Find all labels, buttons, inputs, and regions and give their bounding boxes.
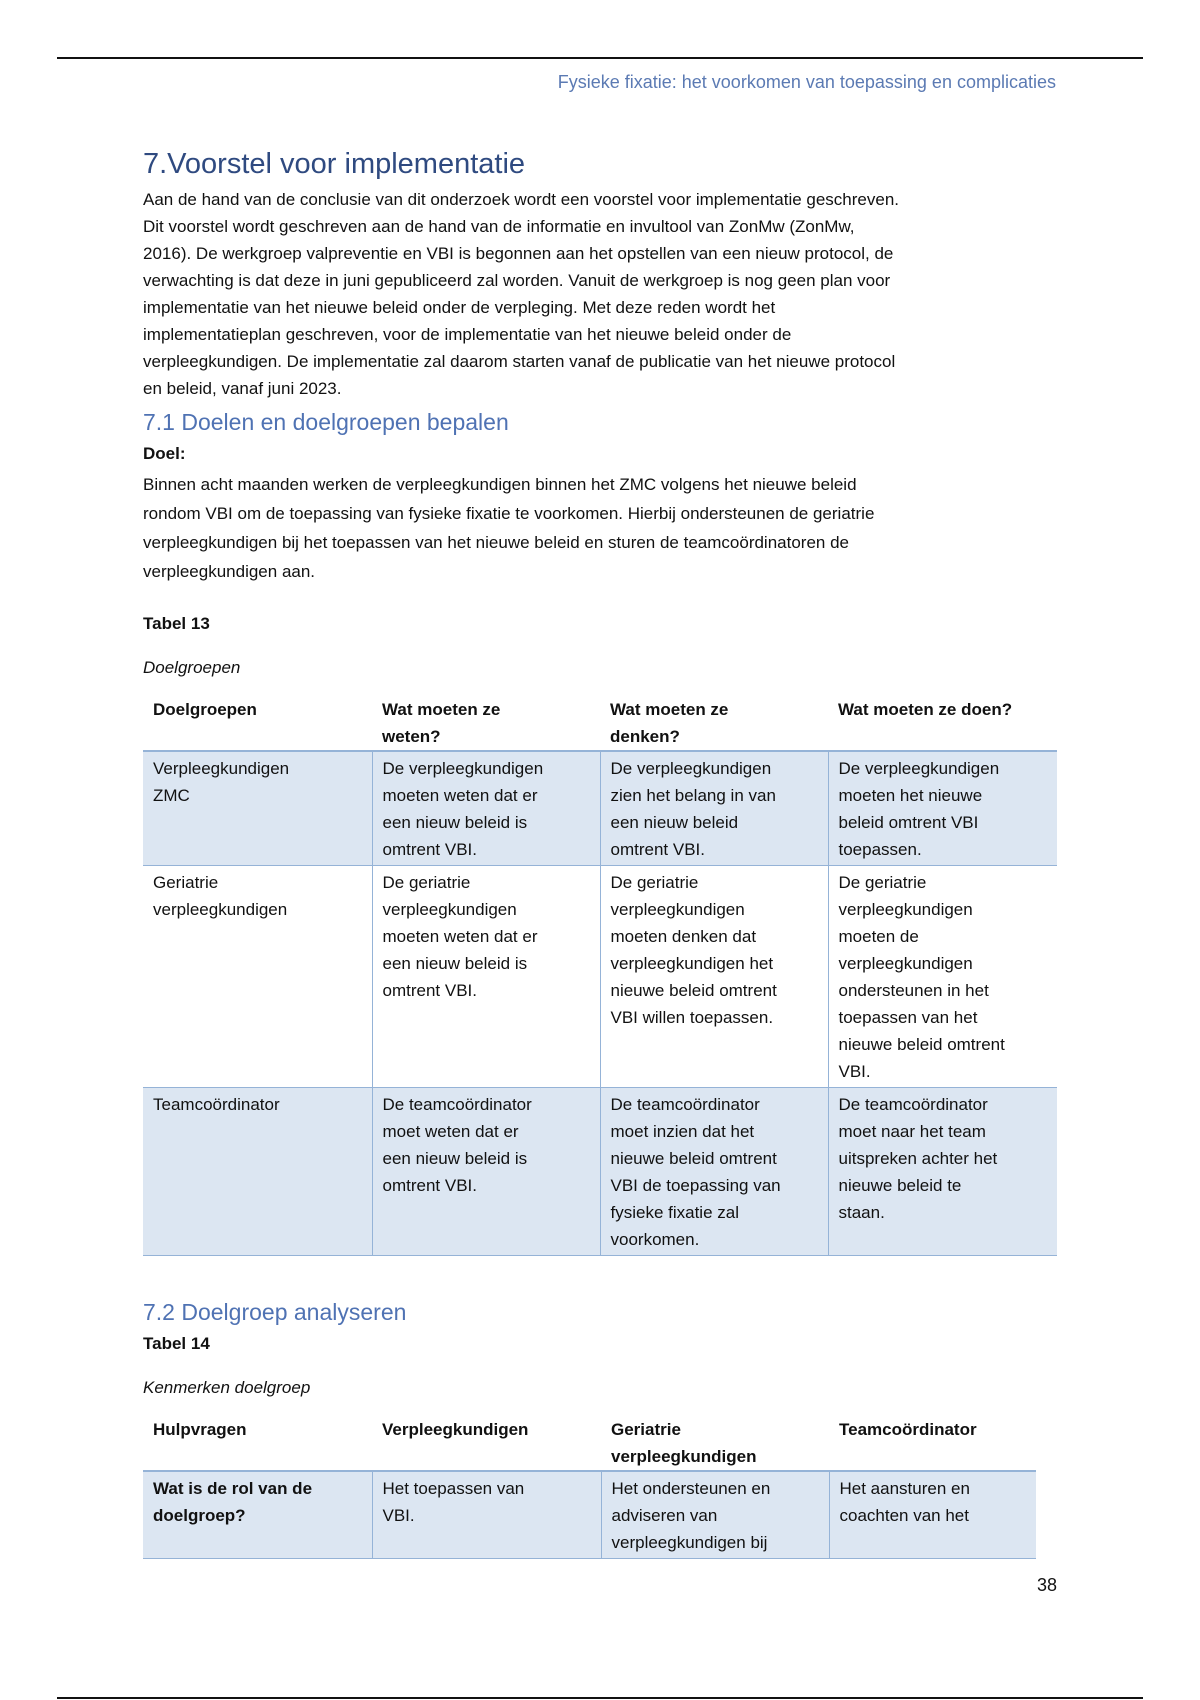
cell-line: De verpleegkundigen [610, 759, 772, 778]
section-title-7-1: 7.1 Doelen en doelgroepen bepalen [143, 409, 509, 435]
header-rule [57, 57, 1143, 59]
cell-line: staan. [838, 1203, 885, 1222]
column-header [143, 1414, 372, 1471]
table-cell [143, 866, 372, 1088]
cell-line: weten? [382, 727, 441, 746]
cell-line: verpleegkundigen het [610, 954, 774, 973]
cell-line: fysieke fixatie zal [610, 1203, 739, 1222]
cell-line: verpleegkundigen [382, 900, 517, 919]
doel-label: Doel: [143, 444, 186, 463]
cell-line: Wat is de rol van de [153, 1479, 313, 1498]
cell-line: omtrent VBI. [382, 840, 477, 859]
chapter-title: 7.Voorstel voor implementatie [143, 148, 526, 180]
table-cell [372, 1088, 600, 1256]
cell-line: Wat moeten ze [382, 700, 501, 719]
table-row [143, 1471, 1036, 1559]
table-cell [600, 751, 828, 866]
column-header [372, 694, 600, 751]
text-line: verpleegkundigen aan. [143, 562, 316, 581]
cell-line: verpleegkundigen [838, 954, 973, 973]
cell-line: moeten denken dat [610, 927, 757, 946]
cell-line: een nieuw beleid [610, 813, 739, 832]
text-line: implementatie van het nieuwe beleid onder de verpleging. Met deze reden wordt het [143, 298, 776, 317]
cell-line: verpleegkundigen [611, 1447, 757, 1466]
footer-rule [57, 1697, 1143, 1699]
cell-line: nieuwe beleid te [838, 1176, 962, 1195]
column-header [829, 1414, 1036, 1471]
cell-line: moet weten dat er [382, 1122, 519, 1141]
text-line: Dit voorstel wordt geschreven aan de hand van de informatie en invultool van ZonMw (ZonMw, [143, 217, 855, 236]
cell-line: verpleegkundigen [610, 900, 745, 919]
cell-line: toepassen. [838, 840, 922, 859]
cell-line: nieuwe beleid omtrent [610, 1149, 777, 1168]
doel-paragraph [143, 470, 1058, 586]
cell-line: Wat moeten ze doen? [838, 700, 1013, 719]
cell-line: toepassen van het [838, 1008, 978, 1027]
cell-line: VBI. [838, 1062, 871, 1081]
table-14-label: Tabel 14 [143, 1334, 210, 1353]
cell-line: De teamcoördinator [610, 1095, 760, 1114]
cell-line: moet naar het team [838, 1122, 986, 1141]
column-header [372, 1414, 601, 1471]
cell-line: verpleegkundigen [153, 900, 288, 919]
table-cell [143, 1471, 372, 1559]
cell-line: Het aansturen en [839, 1479, 970, 1498]
cell-line: Wat moeten ze [610, 700, 729, 719]
cell-line: een nieuw beleid is [382, 954, 528, 973]
table-cell [828, 1088, 1057, 1256]
table-header-row [143, 1414, 1036, 1471]
table-cell [372, 866, 600, 1088]
running-header: Fysieke fixatie: het voorkomen van toepassing en complicaties [557, 72, 1056, 92]
cell-line: moet inzien dat het [610, 1122, 755, 1141]
table-cell [600, 866, 828, 1088]
table-row [143, 751, 1057, 866]
cell-line: Het ondersteunen en [611, 1479, 771, 1498]
cell-line: De teamcoördinator [382, 1095, 532, 1114]
cell-line: omtrent VBI. [610, 840, 705, 859]
text-line: verwachting is dat deze in juni gepubliceerd zal worden. Vanuit de werkgroep is nog geen plan voor [143, 271, 891, 290]
cell-line: Teamcoördinator [153, 1095, 280, 1114]
doelgroepen-table [143, 694, 1057, 1256]
cell-line: ZMC [153, 786, 190, 805]
cell-line: VBI. [382, 1506, 415, 1525]
cell-line: De geriatrie [838, 873, 927, 892]
cell-line: De verpleegkundigen [382, 759, 544, 778]
intro-paragraph [143, 186, 1058, 402]
cell-line: De teamcoördinator [838, 1095, 988, 1114]
text-line: verpleegkundigen. De implementatie zal daarom starten vanaf de publicatie van het nieuwe protocol [143, 352, 896, 371]
cell-line: denken? [610, 727, 680, 746]
table-cell [601, 1471, 829, 1559]
cell-line: zien het belang in van [610, 786, 776, 805]
page-number: 38 [1036, 1575, 1057, 1595]
text-line: implementatieplan geschreven, voor de implementatie van het nieuwe beleid onder de [143, 325, 792, 344]
cell-line: Geriatrie [611, 1420, 681, 1439]
table-row [143, 1088, 1057, 1256]
cell-line: Verpleegkundigen [153, 759, 290, 778]
cell-line: doelgroep? [153, 1506, 246, 1525]
text-line: verpleegkundigen bij het toepassen van het nieuwe beleid en sturen de teamcoördinatoren de [143, 533, 849, 552]
text-line: rondom VBI om de toepassing van fysieke fixatie te voorkomen. Hierbij ondersteunen de geriatrie [143, 504, 875, 523]
cell-line: De geriatrie [610, 873, 699, 892]
table-cell [372, 751, 600, 866]
cell-line: voorkomen. [610, 1230, 700, 1249]
cell-line: een nieuw beleid is [382, 813, 528, 832]
table-cell [828, 751, 1057, 866]
cell-line: adviseren van [611, 1506, 718, 1525]
cell-line: Teamcoördinator [839, 1420, 977, 1439]
cell-line: moeten weten dat er [382, 927, 538, 946]
table-13-caption: Doelgroepen [143, 658, 241, 677]
cell-line: moeten weten dat er [382, 786, 538, 805]
cell-line: moeten de [838, 927, 919, 946]
cell-line: Doelgroepen [153, 700, 257, 719]
table-14-caption: Kenmerken doelgroep [143, 1378, 311, 1397]
cell-line: coachten van het [839, 1506, 969, 1525]
cell-line: nieuwe beleid omtrent [610, 981, 777, 1000]
column-header [143, 694, 372, 751]
cell-line: Verpleegkundigen [382, 1420, 529, 1439]
column-header [600, 694, 828, 751]
text-line: Binnen acht maanden werken de verpleegkundigen binnen het ZMC volgens het nieuwe beleid [143, 475, 857, 494]
cell-line: nieuwe beleid omtrent [838, 1035, 1005, 1054]
cell-line: Hulpvragen [153, 1420, 247, 1439]
table-cell [143, 751, 372, 866]
table-cell [143, 1088, 372, 1256]
column-header [601, 1414, 829, 1471]
section-title-7-2: 7.2 Doelgroep analyseren [143, 1299, 407, 1325]
cell-line: verpleegkundigen [838, 900, 973, 919]
table-cell [829, 1471, 1036, 1559]
table-cell [600, 1088, 828, 1256]
column-header [828, 694, 1057, 751]
cell-line: omtrent VBI. [382, 1176, 477, 1195]
page-content [143, 146, 1058, 1559]
cell-line: beleid omtrent VBI [838, 813, 979, 832]
cell-line: VBI de toepassing van [610, 1176, 781, 1195]
table-13-label: Tabel 13 [143, 614, 210, 633]
cell-line: De geriatrie [382, 873, 471, 892]
table-cell [828, 866, 1057, 1088]
table-row [143, 866, 1057, 1088]
cell-line: een nieuw beleid is [382, 1149, 528, 1168]
cell-line: uitspreken achter het [838, 1149, 998, 1168]
cell-line: moeten het nieuwe [838, 786, 983, 805]
cell-line: ondersteunen in het [838, 981, 989, 1000]
cell-line: De verpleegkundigen [838, 759, 1000, 778]
text-line: 2016). De werkgroep valpreventie en VBI is begonnen aan het opstellen van een nieuw protocol, de [143, 244, 894, 263]
cell-line: omtrent VBI. [382, 981, 477, 1000]
cell-line: Geriatrie [153, 873, 219, 892]
cell-line: Het toepassen van [382, 1479, 525, 1498]
cell-line: VBI willen toepassen. [610, 1008, 774, 1027]
table-cell [372, 1471, 601, 1559]
cell-line: verpleegkundigen bij [611, 1533, 768, 1552]
table-header-row [143, 694, 1057, 751]
text-line: en beleid, vanaf juni 2023. [143, 379, 342, 398]
text-line: Aan de hand van de conclusie van dit onderzoek wordt een voorstel voor implementatie geschreven. [143, 190, 900, 209]
kenmerken-doelgroep-table [143, 1414, 1036, 1559]
